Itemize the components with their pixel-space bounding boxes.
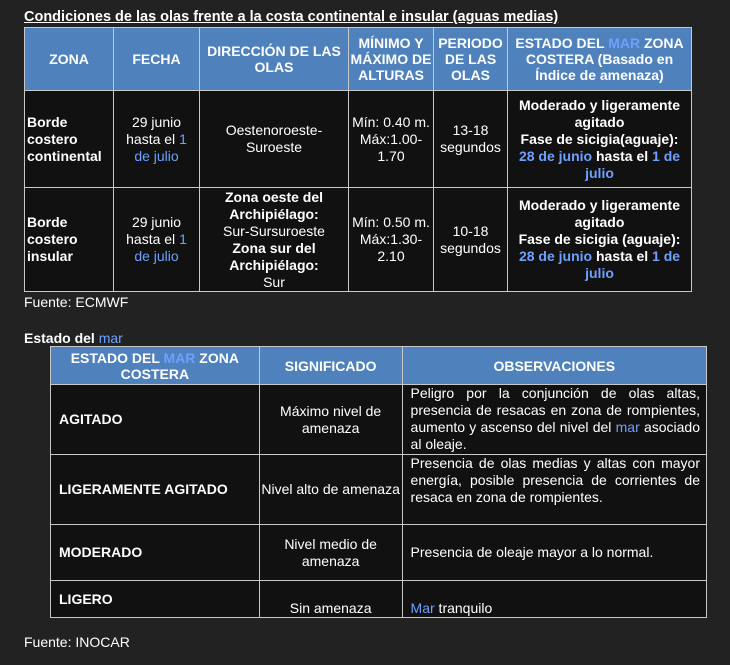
direccion-cell: Oestenoroeste-Suroeste	[200, 91, 349, 188]
header-min-max: MÍNIMO Y MÁXIMO DE ALTURAS	[349, 28, 434, 91]
significado-cell: Nivel medio de amenaza	[259, 525, 402, 581]
min-max-cell: Mín: 0.50 m. Máx:1.30-2.10	[349, 188, 434, 292]
zona-cell: Borde costero insular	[25, 188, 114, 292]
header-estado: ESTADO DEL MAR ZONA COSTERA	[51, 347, 260, 385]
estado-cell: LIGERO	[51, 581, 260, 618]
estado-cell: Moderado y ligeramente agitado Fase de sicigia (aguaje): 28 de junio hasta el 1 de julio	[508, 188, 692, 292]
zona-cell: Borde costero continental	[25, 91, 114, 188]
table-row	[51, 525, 707, 581]
mar-link[interactable]: MAR	[608, 35, 641, 51]
date-link[interactable]: 1	[179, 231, 187, 247]
source-inocar: Fuente: INOCAR	[24, 634, 130, 650]
fecha-cell: 29 junio hasta el 1 de julio	[114, 91, 200, 188]
estado-cell: MODERADO	[51, 525, 260, 581]
date-link[interactable]: de julio	[134, 248, 179, 264]
significado-cell: Nivel alto de amenaza	[259, 455, 402, 525]
header-significado: SIGNIFICADO	[259, 347, 402, 385]
periodo-cell: 13-18 segundos	[434, 91, 508, 188]
table-row	[51, 385, 707, 455]
direccion-cell: Zona oeste del Archipiélago: Sur-Sursuroeste Zona sur del Archipiélago: Sur	[200, 188, 349, 292]
table-header-row	[51, 347, 707, 385]
header-fecha: FECHA	[114, 28, 200, 91]
estado-cell: Moderado y ligeramente agitado Fase de sicigia(aguaje): 28 de junio hasta el 1 de julio	[508, 91, 692, 188]
mar-link[interactable]: Mar	[410, 600, 435, 616]
min-max-cell: Mín: 0.40 m. Máx:1.00-1.70	[349, 91, 434, 188]
header-estado: ESTADO DEL MAR ZONA COSTERA (Basado en Índice de amenaza)	[508, 28, 692, 91]
significado-cell: Máximo nivel de amenaza	[259, 385, 402, 455]
header-direccion: DIRECCIÓN DE LAS OLAS	[200, 28, 349, 91]
wave-conditions-table	[24, 27, 692, 292]
table-row	[51, 455, 707, 525]
date-link[interactable]: 1 de julio	[585, 147, 681, 181]
table-row	[25, 188, 692, 292]
periodo-cell: 10-18 segundos	[434, 188, 508, 292]
mar-link[interactable]: mar	[98, 330, 123, 346]
table-header-row	[25, 28, 692, 91]
header-periodo: PERIODO DE LAS OLAS	[434, 28, 508, 91]
header-observaciones: OBSERVACIONES	[402, 347, 706, 385]
date-link[interactable]: de julio	[134, 147, 179, 164]
significado-cell: Sin amenaza	[259, 581, 402, 618]
source-ecmwf: Fuente: ECMWF	[24, 294, 129, 310]
section-title-sea-state: Estado del mar	[24, 330, 123, 346]
sea-state-table	[50, 346, 707, 618]
mar-link[interactable]: mar	[615, 419, 640, 435]
header-zona: ZONA	[25, 28, 114, 91]
table-row	[51, 581, 707, 618]
estado-cell: AGITADO	[51, 385, 260, 455]
observaciones-cell: Mar tranquilo	[402, 581, 706, 618]
date-link[interactable]: 28 de junio	[518, 248, 593, 264]
date-link[interactable]: 1	[179, 130, 187, 147]
observaciones-cell: Peligro por la conjunción de olas altas, presencia de resacas en zona de rompientes, aumento y ascenso del nivel del mar asociado al oleaje.	[402, 385, 706, 455]
estado-cell: LIGERAMENTE AGITADO	[51, 455, 260, 525]
date-link[interactable]: 28 de junio	[518, 147, 593, 164]
table-row	[25, 91, 692, 188]
observaciones-cell: Presencia de olas medias y altas con mayor energía, posible presencia de corrientes de resaca en zona de rompientes.	[402, 455, 706, 525]
date-link[interactable]: 1 de julio	[585, 248, 681, 281]
section-title-wave-conditions: Condiciones de las olas frente a la costa continental e insular (aguas medias)	[24, 9, 559, 25]
observaciones-cell: Presencia de oleaje mayor a lo normal.	[402, 525, 706, 581]
fecha-cell: 29 junio hasta el 1 de julio	[114, 188, 200, 292]
mar-link[interactable]: MAR	[163, 349, 196, 366]
